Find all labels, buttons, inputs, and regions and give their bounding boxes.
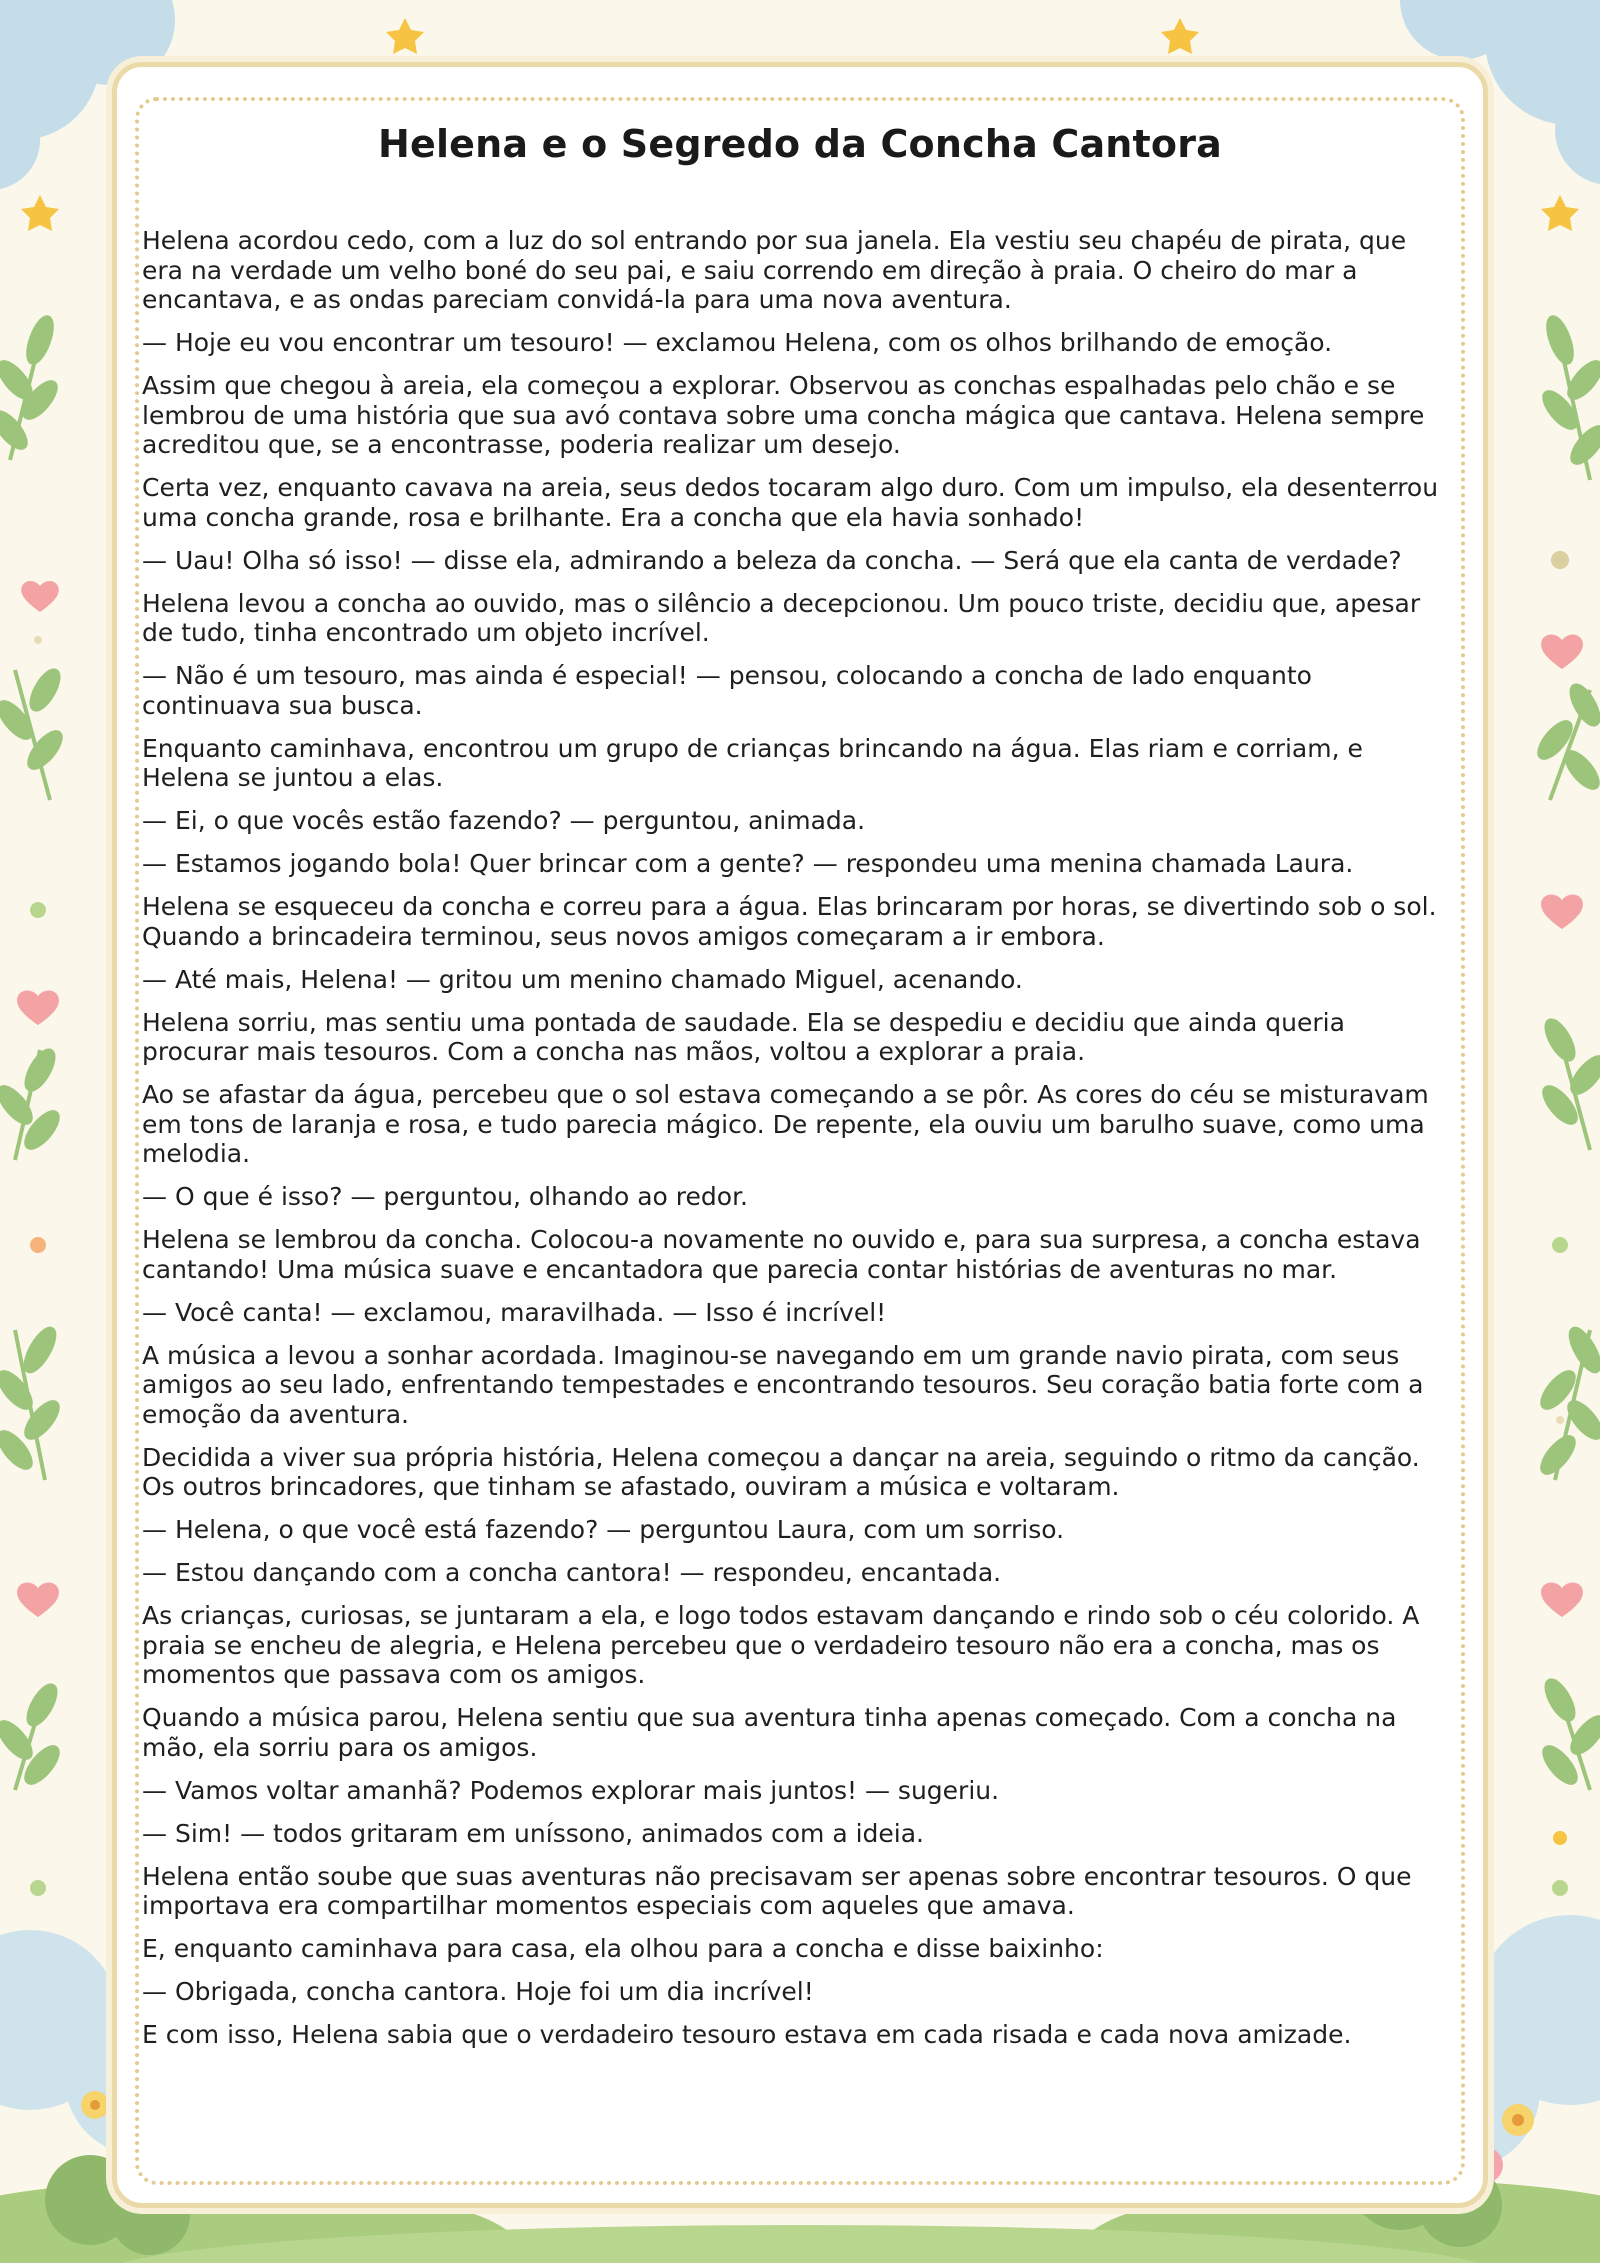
heart-icon: [17, 1583, 59, 1617]
story-paragraph: — O que é isso? — perguntou, olhando ao redor.: [142, 1182, 749, 1211]
story-paragraph: — Sim! — todos gritaram em uníssono, animados com a ideia.: [142, 1818, 925, 1848]
story-paragraph: Helena levou a concha ao ouvido, mas o silêncio a decepcionou. Um pouco triste, decidiu que, apesar de tudo, tinha encontrado um objeto incrível.: [142, 588, 1421, 647]
story-paragraph: Enquanto caminhava, encontrou um grupo de crianças brincando na água. Elas riam e corriam, e Helena se juntou a elas.: [142, 733, 1363, 792]
story-paragraph: Helena então soube que suas aventuras não precisavam ser apenas sobre encontrar tesouros. O que importava era compartilhar momentos especiais com aqueles que amava.: [142, 1861, 1412, 1920]
leaf-branch-icon: [0, 1046, 63, 1160]
heart-icon: [21, 581, 58, 612]
story-paragraph: — Vamos voltar amanhã? Podemos explorar mais juntos! — sugeriu.: [142, 1775, 1000, 1805]
story-paragraph: As crianças, curiosas, se juntaram a ela, e logo todos estavam dançando e rindo sob o céu colorido. A praia se encheu de alegria, e Helena percebeu que o verdadeiro tesouro não era a concha, mas os momentos que passava com os amigos.: [142, 1601, 1420, 1689]
story-paragraph: — Ei, o que vocês estão fazendo? — perguntou, animada.: [142, 806, 866, 835]
story-paragraph: E, enquanto caminhava para casa, ela olhou para a concha e disse baixinho:: [142, 1934, 1104, 1963]
leaf-branch-icon: [0, 314, 61, 460]
star-icon: [386, 18, 424, 54]
story-paragraph: Assim que chegou à areia, ela começou a explorar. Observou as conchas espalhadas pelo chão e se lembrou de uma história que sua avó contava sobre uma concha mágica que cantava. Helena sempre acreditou que, se a encontrasse, poderia realizar um desejo.: [142, 371, 1425, 459]
story-paragraph: E com isso, Helena sabia que o verdadeiro tesouro estava em cada risada e cada nova amizade.: [142, 2020, 1352, 2049]
leaf-branch-icon: [1537, 1325, 1600, 1480]
star-icon: [21, 195, 59, 231]
story-paragraph: Decidida a viver sua própria história, Helena começou a dançar na areia, seguindo o ritmo da canção. Os outros brincadores, que tinham se afastado, ouviram a música e voltaram.: [142, 1442, 1420, 1501]
story-body: [142, 226, 1452, 2063]
story-title: Helena e o Segredo da Concha Cantora: [377, 122, 1223, 166]
leaf-branch-icon: [0, 1325, 63, 1480]
story-paragraph: — Estamos jogando bola! Quer brincar com a gente? — respondeu uma menina chamada Laura.: [142, 849, 1354, 878]
story-paragraph: Helena acordou cedo, com a luz do sol entrando por sua janela. Ela vestiu seu chapéu de pirata, que era na verdade um velho boné do seu pai, e saiu correndo em direção à praia. O cheiro do mar a encantava, e as ondas pareciam convidá-la para uma nova aventura.: [142, 226, 1407, 314]
story-paragraph: — Você canta! — exclamou, maravilhada. — Isso é incrível!: [142, 1297, 887, 1327]
heart-icon: [17, 991, 59, 1025]
leaf-branch-icon: [1539, 1016, 1600, 1150]
story-paragraph: — Uau! Olha só isso! — disse ela, admirando a beleza da concha. — Será que ela canta de verdade?: [142, 545, 1402, 575]
heart-icon: [1541, 895, 1583, 929]
story-paragraph: — Helena, o que você está fazendo? — perguntou Laura, com um sorriso.: [142, 1515, 1065, 1544]
star-icon: [1161, 18, 1199, 54]
story-paragraph: Ao se afastar da água, percebeu que o sol estava começando a se pôr. As cores do céu se misturavam em tons de laranja e rosa, e tudo parecia mágico. De repente, ela ouviu um barulho suave, como uma melodia.: [142, 1080, 1429, 1168]
leaf-branch-icon: [0, 1681, 63, 1790]
leaf-branch-icon: [1534, 681, 1600, 800]
heart-icon: [1541, 635, 1583, 669]
story-paragraph: Certa vez, enquanto cavava na areia, seus dedos tocaram algo duro. Com um impulso, ela desenterrou uma concha grande, rosa e brilhante. Era a concha que ela havia sonhado!: [142, 473, 1439, 532]
story-paragraph: Quando a música parou, Helena sentiu que sua aventura tinha apenas começado. Com a concha na mão, ela sorriu para os amigos.: [142, 1703, 1397, 1762]
story-paragraph: Helena sorriu, mas sentiu uma pontada de saudade. Ela se despediu e decidiu que ainda queria procurar mais tesouros. Com a concha nas mãos, voltou a explorar a praia.: [142, 1007, 1345, 1066]
story-paragraph: — Até mais, Helena! — gritou um menino chamado Miguel, acenando.: [142, 964, 1023, 994]
star-icon: [1541, 195, 1579, 231]
story-paragraph: — Obrigada, concha cantora. Hoje foi um dia incrível!: [142, 1977, 814, 2006]
story-paragraph: — Hoje eu vou encontrar um tesouro! — exclamou Helena, com os olhos brilhando de emoção.: [142, 328, 1333, 357]
story-paragraph: A música a levou a sonhar acordada. Imaginou-se navegando em um grande navio pirata, com seus amigos ao seu lado, enfrentando tempestades e encontrando tesouros. Seu coração batia forte com a emoção da aventura.: [142, 1340, 1424, 1429]
story-paragraph: — Não é um tesouro, mas ainda é especial! — pensou, colocando a concha de lado enquanto continuava sua busca.: [142, 661, 1312, 720]
story-paragraph: Helena se esqueceu da concha e correu para a água. Elas brincaram por horas, se divertindo sob o sol. Quando a brincadeira terminou, seus novos amigos começaram a ir embora.: [142, 892, 1437, 951]
leaf-branch-icon: [0, 666, 66, 800]
story-paragraph: — Estou dançando com a concha cantora! — respondeu, encantada.: [142, 1558, 1002, 1587]
leaf-branch-icon: [1539, 314, 1600, 480]
story-paragraph: Helena se lembrou da concha. Colocou-a novamente no ouvido e, para sua surpresa, a concha estava cantando! Uma música suave e encantadora que parecia contar histórias de aventuras no mar.: [142, 1225, 1421, 1284]
leaf-branch-icon: [1539, 1676, 1600, 1790]
heart-icon: [1541, 1583, 1583, 1617]
